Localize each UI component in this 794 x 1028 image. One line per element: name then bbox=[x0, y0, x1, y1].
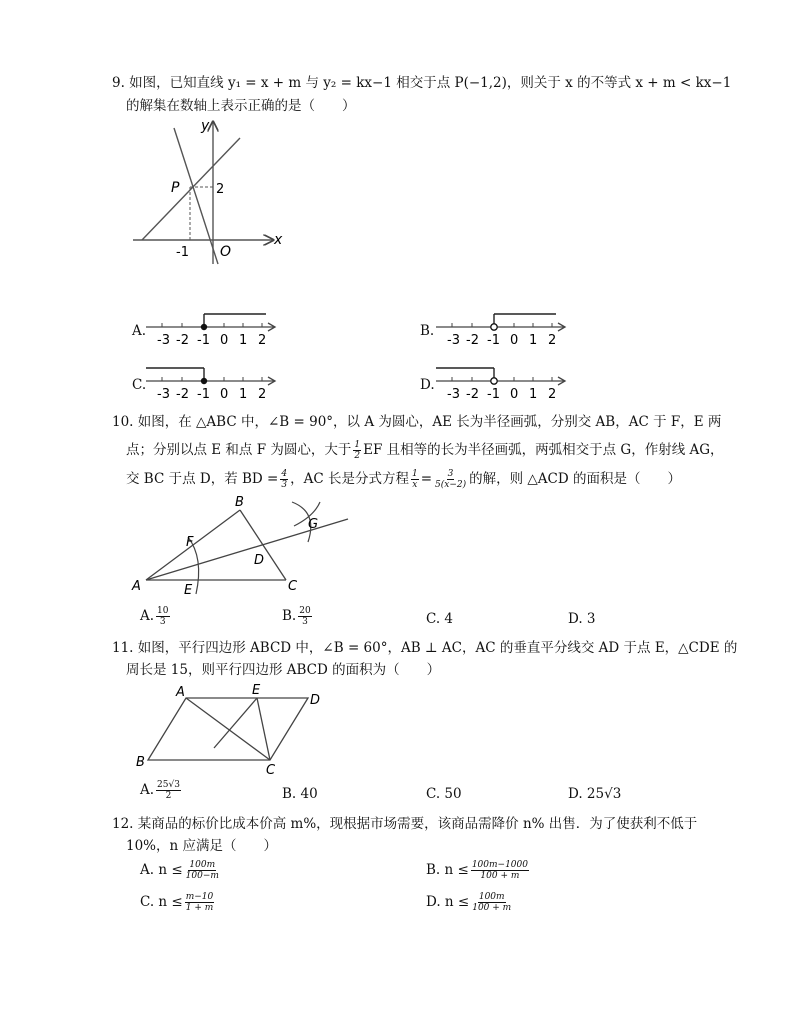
label-e: E bbox=[252, 684, 261, 698]
q12-option-a[interactable]: A. n ≤ $\frac{100m}{100-m}$ bbox=[140, 860, 219, 881]
q10-option-a[interactable]: A. $\frac{10}{3}$ bbox=[140, 606, 169, 627]
q9-option-d[interactable] bbox=[420, 366, 572, 404]
svg-text:1: 1 bbox=[239, 387, 248, 402]
origin-label: O bbox=[220, 244, 232, 260]
q12-stem-line2: 10%，n 应满足（ ） bbox=[126, 838, 277, 854]
q12-stem-line1: 12. 某商品的标价比成本价高 m%，现根据市场需要，该商品需降价 n% 出售．为了使获利不低于 bbox=[112, 816, 698, 832]
q11-stem-line1: 11. 如图，平行四边形 ABCD 中，∠B = 60°，AB ⊥ AC，AC 的垂直平分线交 AD 于点 E，△CDE 的 bbox=[112, 640, 738, 656]
x-axis-label: x bbox=[274, 232, 283, 248]
q10-stem-line3: 交 BC 于点 D，若 BD = $\frac{4}{3}$ ，AC 长是分式方程 $\frac{1}{x}$ = $\frac{3}{5(x-2)}$ 的解，则 △ACD 的面积是（ ） bbox=[126, 469, 681, 490]
svg-text:2: 2 bbox=[258, 333, 267, 348]
svg-text:-2: -2 bbox=[466, 387, 479, 402]
q11-stem-line2: 周长是 15，则平行四边形 ABCD 的面积为（ ） bbox=[126, 662, 441, 678]
q11-option-d[interactable]: D. 25√3 bbox=[568, 786, 622, 802]
svg-text:-3: -3 bbox=[157, 333, 170, 348]
label-a: A bbox=[176, 685, 185, 700]
q10-triangle-figure bbox=[126, 494, 356, 604]
q9-graph-figure bbox=[128, 116, 288, 266]
q9-option-c[interactable] bbox=[132, 366, 282, 404]
point-p-label: P bbox=[171, 180, 180, 196]
q9-option-c-label: C. bbox=[132, 377, 147, 393]
svg-text:1: 1 bbox=[239, 333, 248, 348]
svg-text:2: 2 bbox=[548, 387, 557, 402]
q12-option-b[interactable]: B. n ≤ $\frac{100m-1000}{100 + m}$ bbox=[426, 860, 528, 881]
label-e: E bbox=[184, 583, 193, 598]
svg-text:-1: -1 bbox=[197, 387, 210, 402]
label-c: C bbox=[288, 579, 298, 594]
q9-stem-line1: 9. 如图，已知直线 y₁ = x + m 与 y₂ = kx−1 相交于点 P(−1,2)，则关于 x 的不等式 x + m < kx−1 bbox=[112, 75, 732, 91]
svg-text:-2: -2 bbox=[176, 387, 189, 402]
svg-text:0: 0 bbox=[220, 333, 229, 348]
q9-option-b[interactable] bbox=[420, 312, 572, 350]
svg-text:-3: -3 bbox=[447, 387, 460, 402]
svg-text:0: 0 bbox=[510, 387, 519, 402]
svg-text:-2: -2 bbox=[176, 333, 189, 348]
q9-option-b-label: B. bbox=[420, 323, 435, 339]
svg-text:1: 1 bbox=[529, 333, 538, 348]
q11-option-c[interactable]: C. 50 bbox=[426, 786, 462, 802]
label-f: F bbox=[186, 535, 194, 550]
tick-2-label: 2 bbox=[216, 182, 225, 197]
label-b: B bbox=[136, 755, 145, 770]
q12-option-c[interactable]: C. n ≤ $\frac{m-10}{1 + m}$ bbox=[140, 892, 214, 913]
line-y2 bbox=[174, 128, 218, 264]
q11-option-a[interactable]: A. $\frac{25√3}{2}$ bbox=[140, 780, 180, 801]
y-axis-label: y bbox=[201, 118, 210, 134]
q11-option-b[interactable]: B. 40 bbox=[282, 786, 318, 802]
svg-text:-2: -2 bbox=[466, 333, 479, 348]
label-b: B bbox=[235, 495, 244, 510]
q10-option-b[interactable]: B. $\frac{20}{3}$ bbox=[282, 606, 311, 627]
svg-text:-1: -1 bbox=[487, 387, 500, 402]
svg-text:0: 0 bbox=[220, 387, 229, 402]
label-a: A bbox=[132, 579, 141, 594]
q10-stem-line2: 点；分别以点 E 和点 F 为圆心，大于 $\frac{1}{2}$ EF 且相等的长为半径画弧，两弧相交于点 G，作射线 AG， bbox=[126, 440, 724, 461]
q9-option-d-label: D. bbox=[420, 377, 435, 393]
svg-text:-3: -3 bbox=[157, 387, 170, 402]
label-d: D bbox=[254, 553, 265, 568]
svg-text:2: 2 bbox=[548, 333, 557, 348]
q12-option-d[interactable]: D. n ≤ $\frac{100m}{100 + m}$ bbox=[426, 892, 512, 913]
q10-option-c[interactable]: C. 4 bbox=[426, 611, 454, 627]
svg-text:-1: -1 bbox=[487, 333, 500, 348]
line-y1 bbox=[142, 138, 240, 240]
q9-stem-line2: 的解集在数轴上表示正确的是（ ） bbox=[126, 98, 356, 114]
q10-option-d[interactable]: D. 3 bbox=[568, 611, 596, 627]
svg-text:-3: -3 bbox=[447, 333, 460, 348]
svg-text:1: 1 bbox=[529, 387, 538, 402]
svg-text:2: 2 bbox=[258, 387, 267, 402]
q10-stem-line1: 10. 如图，在 △ABC 中，∠B = 90°，以 A 为圆心，AE 长为半径画弧，分别交 AB，AC 于 F，E 两 bbox=[112, 414, 722, 430]
q9-option-a-label: A. bbox=[132, 323, 147, 339]
label-c: C bbox=[266, 763, 276, 776]
label-d: D bbox=[310, 693, 321, 708]
svg-text:0: 0 bbox=[510, 333, 519, 348]
svg-text:-1: -1 bbox=[197, 333, 210, 348]
tick-neg1-label: -1 bbox=[176, 245, 189, 260]
q11-parallelogram-figure bbox=[132, 684, 332, 776]
q9-option-a[interactable] bbox=[132, 312, 282, 350]
label-g: G bbox=[308, 517, 319, 532]
